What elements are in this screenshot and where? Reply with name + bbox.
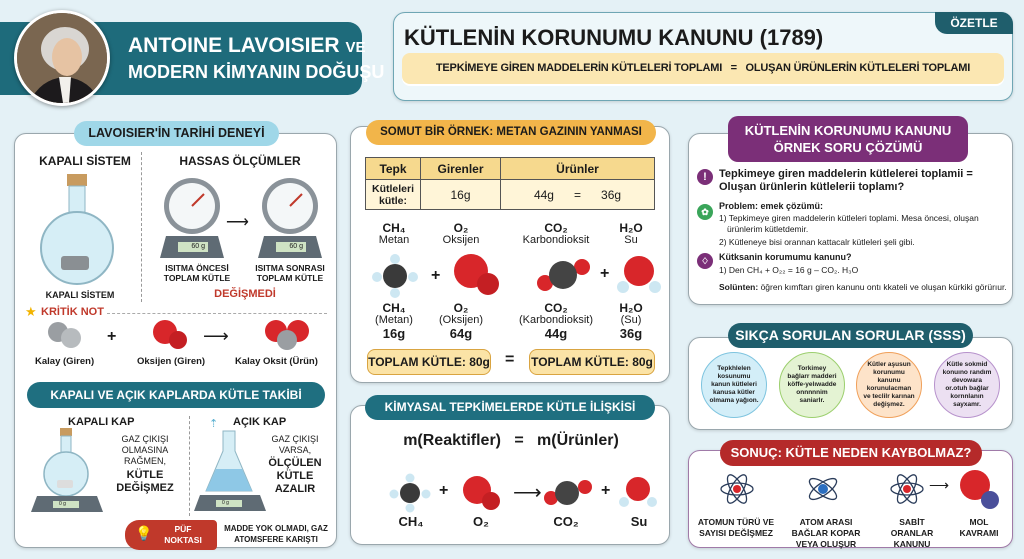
title-line: ÖRNEK SORU ÇÖZÜMÜ xyxy=(773,140,923,155)
reactant-tin-label: Kalay (Giren) xyxy=(35,356,95,367)
name: (Su) xyxy=(620,314,642,326)
formula: O₂ xyxy=(453,301,469,315)
summary-tag: ÖZETLE xyxy=(935,12,1013,34)
solution-title xyxy=(728,116,968,162)
product-tin-oxide-label: Kalay Oksit (Ürün) xyxy=(235,356,318,367)
total-mass-reactants: TOPLAM KÜTLE: 80g xyxy=(367,349,491,375)
lightbulb-icon: ♢ xyxy=(697,253,713,269)
arrow-right-icon: ⟶ xyxy=(513,482,542,504)
closed-scale-reading: 0 g xyxy=(59,501,66,507)
plus-sign: + xyxy=(107,328,117,345)
name: (Karbondioksit) xyxy=(519,314,593,326)
conclusion-label: Solünten: xyxy=(719,282,759,292)
oxygen-molecule-icon xyxy=(150,318,190,350)
faq-item[interactable]: Torkimey bağlarr madderi köffe-yelıwadde onnnnnim saniarlr. xyxy=(779,352,845,418)
open-container-result: ÖLÇÜLEN KÜTLE AZALIR xyxy=(268,457,322,495)
closed-container-text: GAZ ÇIKIŞI OLMASINA RAĞMEN, xyxy=(121,434,169,466)
molecule-icon xyxy=(957,467,1001,511)
solution-conclusion xyxy=(719,282,1007,293)
question-2-title: Kütksanin korumumu kanunu? xyxy=(719,252,852,262)
co2-label: CO₂ xyxy=(553,514,579,529)
title-ve: VE xyxy=(345,39,366,56)
arrow-right-icon: ⟶ xyxy=(203,326,229,346)
tin-oxide-molecule-icon xyxy=(263,318,313,352)
equation-left: TEPKİMEYE GİREN MADDELERİN KÜTLELERİ TOPLAMI xyxy=(435,62,723,74)
divider xyxy=(107,313,327,314)
faq-item[interactable]: Kütle sokmid konuıno randım devowara or.otuh bağlar kornnlanın sayxamr. xyxy=(934,352,1000,418)
brain-icon: ✿ xyxy=(697,204,713,220)
scale-after-reading: 60 g xyxy=(276,242,306,252)
molecule-h2o xyxy=(601,222,661,246)
name: (Oksijen) xyxy=(438,314,483,326)
measurements-heading: HASSAS ÖLÇÜMLER xyxy=(179,154,301,168)
faq-title: SIKÇA SORULAN SORULAR (SSS) xyxy=(728,323,973,348)
molecule-h2o-mass xyxy=(601,302,661,340)
equation-right: OLUŞAN ÜRÜNLERİN KÜTLELERİ TOPLAMI xyxy=(745,62,971,74)
name: (Metan) xyxy=(375,314,413,326)
solution-step-1: 1) Tepkimeye giren maddelerin kütleleri toplami. Mesa öncesi, oluşan ürünlerim kütletdemir. xyxy=(719,213,979,234)
conclusion-item: ATOMUN TÜRÜ VE SAYISI DEĞİŞMEZ xyxy=(697,517,775,538)
before-label: ISITMA ÖNCESİ TOPLAM KÜTLE xyxy=(163,263,231,283)
molecule-ch4-mass xyxy=(359,302,429,340)
water-molecule-icon xyxy=(618,474,658,510)
faq-item[interactable]: Kütler aşusun korunumu kanunu korunulacman ve teclilr karınan değişmez. xyxy=(856,352,922,418)
methane-mass-table xyxy=(365,157,655,210)
open-container-text: GAZ ÇIKIŞI VARSA, xyxy=(271,434,319,455)
products-left: 44g xyxy=(533,187,554,202)
mass: 36g xyxy=(619,326,643,341)
plus-sign: + xyxy=(439,482,449,499)
tin-molecule-icon xyxy=(45,320,85,350)
closed-system-heading: KAPALI SİSTEM xyxy=(39,154,131,168)
open-scale-reading: 0 g xyxy=(222,500,229,506)
mass: 64g xyxy=(449,326,473,341)
table-header: Tepk xyxy=(366,158,421,180)
products-right: 36g xyxy=(601,187,622,202)
conclusion-item: SABİT ORANLAR KANUNU xyxy=(890,517,934,549)
flask-label: KAPALI SİSTEM xyxy=(45,290,115,300)
star-icon: ★ xyxy=(25,304,37,319)
conclusion-item: MOL KAVRAMI xyxy=(959,517,999,538)
conclusion-item: ATOM ARASI BAĞLAR KOPAR VEYA OLUŞUR xyxy=(791,517,861,549)
experiment-title: LAVOISIER'İN TARİHİ DENEYİ xyxy=(74,121,279,146)
mass: 16g xyxy=(382,326,406,341)
formula: O₂ xyxy=(453,221,469,235)
oxygen-molecule-icon xyxy=(451,251,501,299)
question-2-step: 1) Den CH₄ + O₂₂ = 16 g – CO₂. H₃O xyxy=(719,265,859,275)
header-subtitle: MODERN KİMYANIN DOĞUŞU xyxy=(128,62,385,82)
name: Karbondioksit xyxy=(522,234,590,246)
title-main: ANTOINE LAVOISIER xyxy=(128,34,340,57)
tip-badge xyxy=(125,520,217,550)
header-title xyxy=(128,34,365,58)
atom-icon xyxy=(719,471,755,507)
molecule-o2-mass xyxy=(426,302,496,340)
tip-text: MADDE YOK OLMADI, GAZ ATOMSFERE KARIŞTI xyxy=(224,524,328,544)
closed-flask-on-scale-icon xyxy=(27,424,107,514)
name: Oksijen xyxy=(442,234,480,246)
formula: CH₄ xyxy=(382,221,406,235)
conclusion-text: öğren kımftarı giren kanunu ontı kkateli ve oluşan kürkiki görürıur. xyxy=(758,282,1007,292)
summary-title: KÜTLENİN KORUNUMU KANUNU (1789) xyxy=(404,25,824,50)
conclusion-title: SONUÇ: KÜTLE NEDEN KAYBOLMAZ? xyxy=(720,440,982,466)
atom-icon xyxy=(889,471,925,507)
table-cell xyxy=(501,180,655,210)
open-container-heading: AÇIK KAP xyxy=(233,416,287,428)
products-equals: = xyxy=(573,187,581,202)
molecule-ch4 xyxy=(359,222,429,246)
after-label: ISITMA SONRASI TOPLAM KÜTLE xyxy=(255,263,325,283)
open-flask-on-scale-icon xyxy=(190,429,270,514)
carbon-dioxide-molecule-icon xyxy=(543,476,593,510)
water-molecule-icon xyxy=(616,253,662,297)
formula: CH₄ xyxy=(382,301,406,315)
table-header: Ürünler xyxy=(501,158,655,180)
plus-sign: + xyxy=(431,267,441,284)
critical-note-title: KRİTİK NOT xyxy=(41,306,104,318)
o2-label: O₂ xyxy=(473,514,489,529)
lavoisier-portrait xyxy=(14,10,110,106)
methane-title: SOMUT BİR ÖRNEK: METAN GAZININ YANMASI xyxy=(366,120,656,145)
formula: CO₂ xyxy=(544,301,568,315)
formula: H₂O xyxy=(619,301,643,315)
water-label: Su xyxy=(630,514,648,529)
table-row-label: Kütleleri kütle: xyxy=(366,180,421,210)
solution-step-2: 2) Kütleneye bisi orannan kattacalr kütleleri şeli gibi. xyxy=(719,237,915,247)
tip-label: PÜF NOKTASI xyxy=(164,524,202,545)
atom-icon xyxy=(803,471,843,507)
arrow-right-icon: ⟶ xyxy=(929,477,950,493)
reactant-oxygen-label: Oksijen (Giren) xyxy=(137,356,206,367)
oxygen-molecule-icon xyxy=(461,474,501,514)
table-cell: 16g xyxy=(421,180,501,210)
molecule-co2-mass xyxy=(511,302,601,340)
faq-item[interactable]: Tepkhlelen kosunumu kanun kütleleri kanusa kütler olmama yağıon. xyxy=(701,352,767,418)
experiment-panel xyxy=(14,133,337,548)
table-header: Girenler xyxy=(421,158,501,180)
tracking-title: KAPALI VE AÇIK KAPLARDA KÜTLE TAKİBİ xyxy=(27,382,325,408)
molecule-co2 xyxy=(511,222,601,246)
equation-equals: = xyxy=(730,62,737,74)
lightbulb-icon: 💡 xyxy=(135,525,153,541)
plus-sign: + xyxy=(600,265,610,282)
closed-container-result: KÜTLE DEĞİŞMEZ xyxy=(116,469,174,494)
result-unchanged: DEĞİŞMEDİ xyxy=(214,288,276,300)
total-mass-products: TOPLAM KÜTLE: 80g xyxy=(529,349,655,375)
divider xyxy=(141,152,142,302)
ch4-label: CH₄ xyxy=(398,514,424,529)
scale-after xyxy=(258,176,322,260)
arrow-right-icon: ⟶ xyxy=(226,214,249,231)
name: Su xyxy=(624,234,638,246)
flask-icon xyxy=(39,172,119,287)
mass: 44g xyxy=(544,326,568,341)
carbon-dioxide-molecule-icon xyxy=(536,255,592,295)
name: Metan xyxy=(378,234,410,246)
relation-panel xyxy=(350,405,670,545)
mass-relation-formula: m(Reaktifler) = m(Ürünler) xyxy=(403,432,619,449)
problem-title: Problem: emek çözümü: xyxy=(719,201,824,211)
molecule-o2 xyxy=(426,222,496,246)
summary-box xyxy=(393,12,1013,101)
scale-before xyxy=(160,176,224,260)
faq-panel xyxy=(688,337,1013,430)
methane-molecule-icon xyxy=(371,253,419,299)
exclamation-icon: ! xyxy=(697,169,713,185)
solution-question: Tepkimeye giren maddelerin kütlelerei toplamii = Oluşan ürünlerin kütlelerii toplamı? xyxy=(719,168,973,193)
title-line: KÜTLENİN KORUNUMU KANUNU xyxy=(744,123,952,138)
methane-panel xyxy=(350,126,670,383)
gas-escape-icon: ⇡ xyxy=(209,418,219,430)
methane-molecule-icon xyxy=(389,473,431,513)
scale-before-reading: 60 g xyxy=(178,242,208,252)
summary-equation xyxy=(402,53,1004,84)
closed-container-heading: KAPALI KAP xyxy=(68,416,135,428)
formula: H₂O xyxy=(619,221,643,235)
formula: CO₂ xyxy=(544,221,568,235)
equals-sign: = xyxy=(505,351,515,368)
plus-sign: + xyxy=(601,482,611,499)
relation-title: KİMYASAL TEPKİMELERDE KÜTLE İLİŞKİSİ xyxy=(365,395,655,420)
